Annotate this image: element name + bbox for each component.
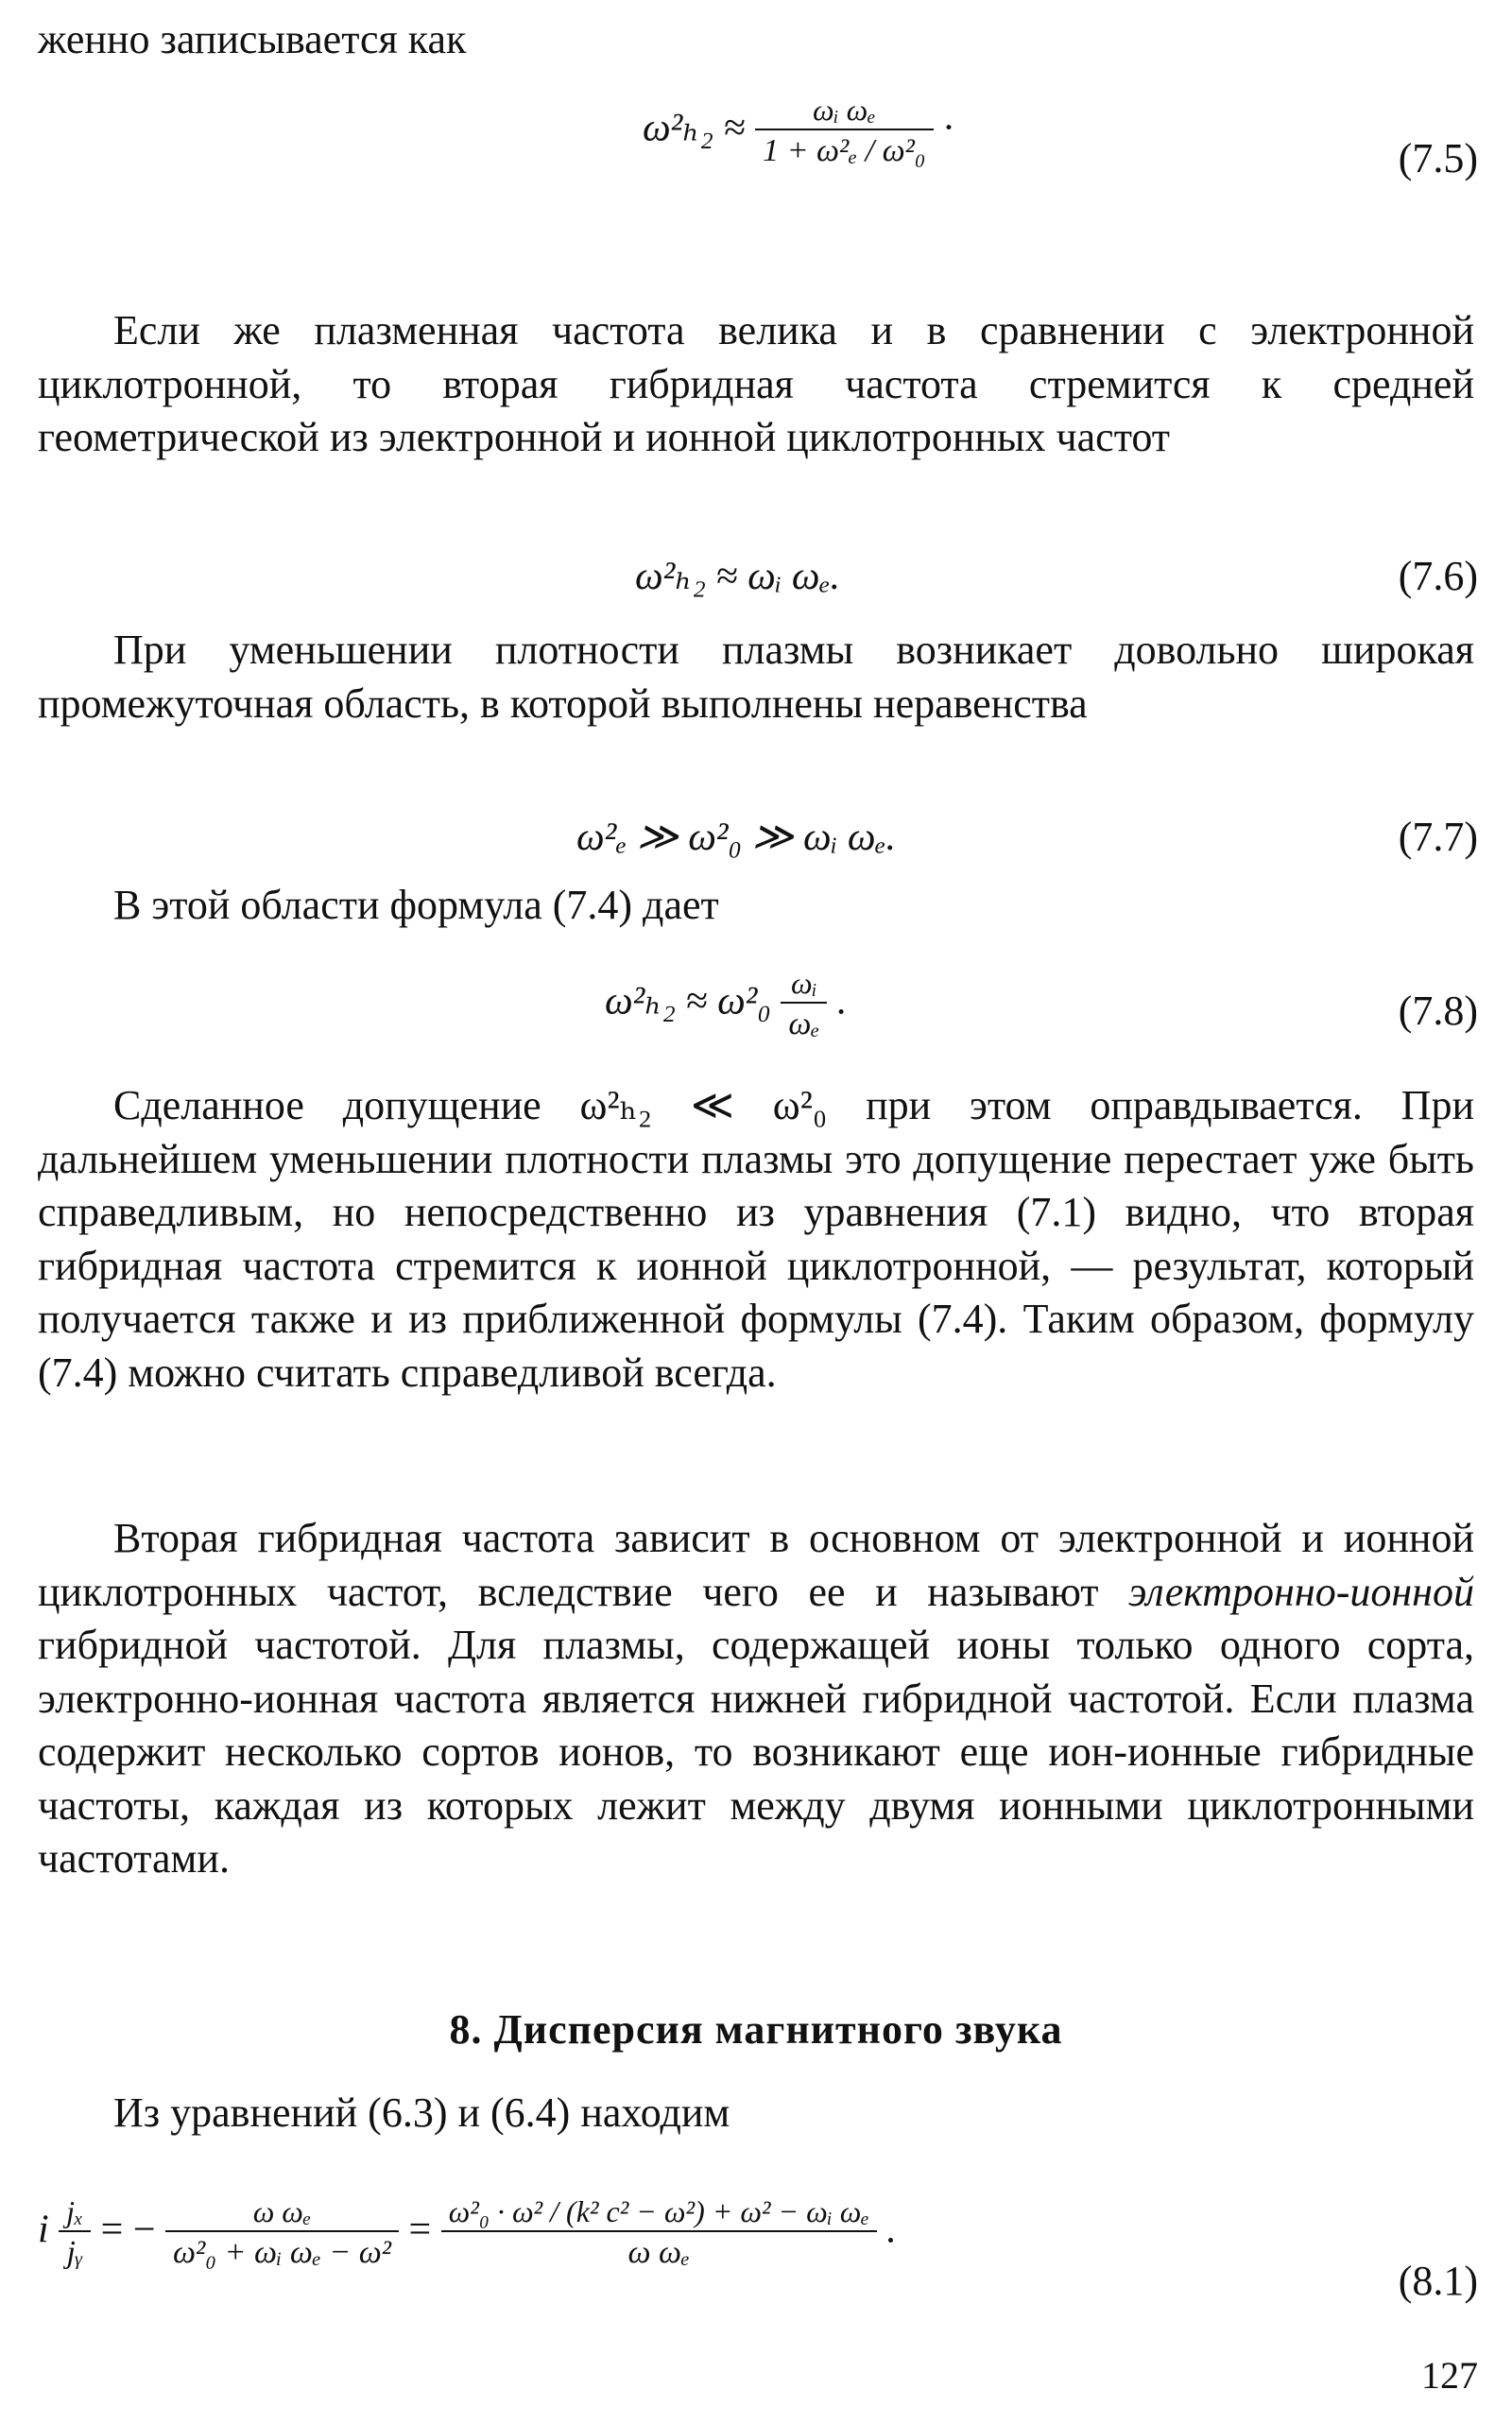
eq-8-1-prefix: i	[38, 2208, 49, 2252]
eq-8-1-tail: .	[886, 2208, 897, 2252]
eq-8-1-frac3-den: ω ωₑ	[627, 2235, 690, 2270]
eq-7-8-denominator: ωₑ	[788, 1006, 820, 1041]
section-heading: 8. Дисперсия магнитного звука	[449, 2006, 1063, 2053]
equation-7-7: ω²ₑ ≫ ω²₀ ≫ ωᵢ ωₑ.	[576, 816, 897, 859]
paragraph-5-emphasis: электронно-ионной	[1128, 1568, 1474, 1615]
eq-7-8-fraction	[781, 964, 827, 1045]
eq-7-5-fraction	[755, 91, 934, 172]
eq-8-1-fraction-2	[165, 2192, 399, 2274]
paragraph-5-after: гибридной частотой. Для плазмы, содержащей ионы только одного сорта, электронно-ионная частота является нижней гибридной частотой. Если плазма содержит несколько сортов ионов, то возникают еще ион-ионные гибридные частоты, каждая из которых лежит между двумя ионными циклотронными частотами.	[38, 1622, 1474, 1882]
eq-8-1-frac2-den: ω²₀ + ωᵢ ωₑ − ω²	[173, 2235, 391, 2270]
paragraph-5-text	[38, 1512, 1474, 1886]
eq-number-7-6: (7.6)	[1398, 553, 1478, 599]
eq-7-8-tail: .	[836, 979, 848, 1023]
eq-8-1-frac1-num: jₓ	[59, 2192, 91, 2232]
paragraph-4	[38, 1079, 1474, 1400]
paragraph-1-text: Если же плазменная частота велика и в сравнении с электронной циклотронной, то вторая гибридная частота стремится к средней геометрической из электронной и ионной циклотронных частот	[38, 307, 1474, 460]
eq-8-1-eq1: = −	[100, 2208, 156, 2252]
eq-7-5-denominator: 1 + ω²ₑ / ω²₀	[763, 133, 926, 168]
eq-8-1-fraction-3	[441, 2192, 877, 2274]
eq-7-8-numerator: ωᵢ	[781, 964, 827, 1004]
eq-7-5-numerator: ωᵢ ωₑ	[755, 91, 934, 130]
eq-7-5-lhs: ω²ₕ₂ ≈	[643, 106, 746, 150]
eq-8-1-frac1-den: jᵧ	[66, 2235, 83, 2270]
paragraph-3: В этой области формула (7.4) дает	[113, 882, 719, 928]
intro-line: женно записывается как	[38, 16, 467, 62]
paragraph-6: Из уравнений (6.3) и (6.4) находим	[113, 2089, 730, 2136]
eq-8-1-eq2: =	[408, 2208, 432, 2252]
paragraph-2	[38, 624, 1474, 731]
eq-7-8-lhs: ω²ₕ₂ ≈ ω²₀	[605, 979, 771, 1023]
eq-number-7-8: (7.8)	[1398, 988, 1478, 1034]
eq-8-1-frac3-num: ω²₀ · ω² / (k² c² − ω²) + ω² − ωᵢ ωₑ	[441, 2192, 877, 2232]
paragraph-2-text: При уменьшении плотности плазмы возникает довольно широкая промежуточная область, в которой выполнены неравенства	[38, 627, 1474, 727]
paragraph-1	[38, 304, 1474, 465]
equation-7-5: ω²ₕ₂ ≈ $\frac{\text{ωᵢ ωₑ}}{\text{1 + ω²ₑ / ω²₀}}$ ·	[643, 91, 954, 172]
equation-8-1	[38, 2192, 897, 2274]
eq-number-7-7: (7.7)	[1398, 814, 1478, 860]
eq-number-8-1: (8.1)	[1398, 2258, 1478, 2304]
paragraph-5-before: Вторая гибридная частота зависит в основном от электронной и ионной циклотронных частот, вследствие чего ее и называют	[38, 1515, 1474, 1615]
paragraph-4-text: Сделанное допущение ω²ₕ₂ ≪ ω²₀ при этом оправдывается. При дальнейшем уменьшении плотности плазмы это допущение перестает уже быть справедливым, но непосредственно из уравнения (7.1) видно, что вторая гибридная частота стремится к ионной циклотронной, — результат, который получается также и из приближенной формулы (7.4). Таким образом, формулу (7.4) можно считать справедливой всегда.	[38, 1082, 1474, 1396]
eq-8-1-frac2-num: ω ωₑ	[165, 2192, 399, 2232]
paragraph-5	[38, 1512, 1474, 1886]
equation-7-8	[605, 964, 847, 1045]
equation-7-6: ω²ₕ₂ ≈ ωᵢ ωₑ.	[635, 555, 841, 598]
eq-number-7-5: (7.5)	[1398, 135, 1478, 181]
eq-8-1-fraction-1	[59, 2192, 91, 2274]
page-number: 127	[1421, 2354, 1478, 2397]
